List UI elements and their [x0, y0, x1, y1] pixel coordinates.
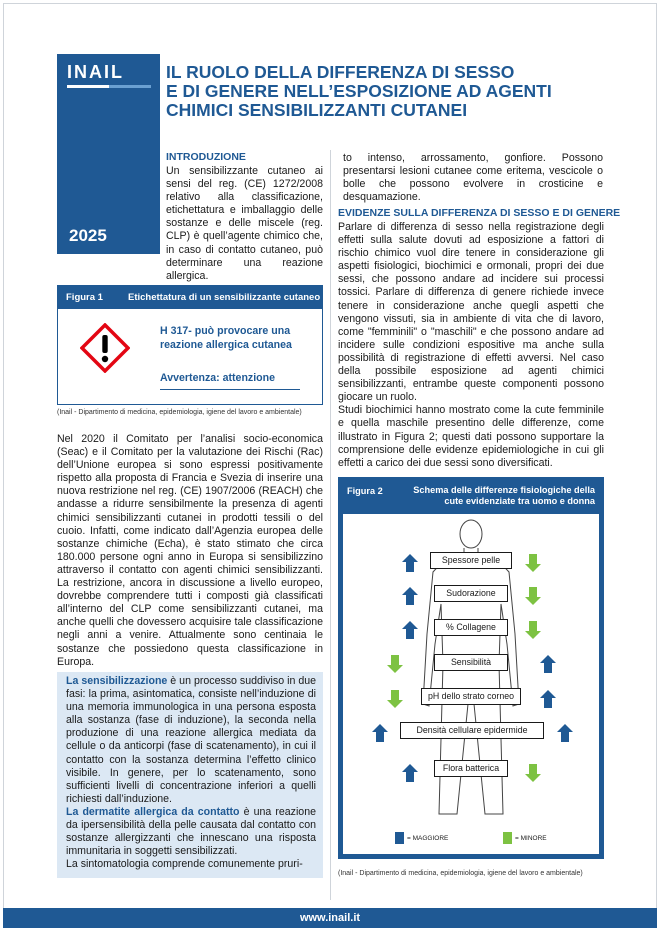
- figure-2-diagram: [343, 514, 599, 854]
- label-densita-cellulare: Densità cellulare epidermide: [400, 722, 544, 739]
- logo-underline: [67, 85, 151, 88]
- evidence-heading: EVIDENZE SULLA DIFFERENZA DI SESSO E DI GENERE: [338, 207, 621, 219]
- figure-1-header: [58, 286, 322, 309]
- figure-1-label: Figura 1: [66, 292, 103, 303]
- page-title: IL RUOLO DELLA DIFFERENZA DI SESSO E DI GENERE NELL’ESPOSIZIONE AD AGENTI CHIMICI SENSIBILIZZANTI CUTANEI: [166, 62, 552, 120]
- figure-1-source: (Inail - Dipartimento di medicina, epidemiologia, igiene del lavoro e ambientale): [57, 409, 302, 416]
- arrow-up-icon: [557, 724, 573, 742]
- legend-less: = MINORE: [515, 835, 547, 842]
- label-ph-strato-corneo: pH dello strato corneo: [421, 688, 521, 705]
- intro-text-wrap: [166, 165, 323, 283]
- intro-text: Un sensibilizzante cutaneo ai sensi del reg. (CE) 1272/2008 relativo alla classificazione, etichettatura e imballaggio delle sostanze e delle miscele (reg. CLP) è quell’agente chimico che, in caso di contatto cutaneo, può determinare una reazione allergica.: [166, 165, 323, 282]
- brand-panel: [57, 54, 160, 254]
- evidence-text: Parlare di differenza di sesso nella registrazione degli effetti sulla salute dovuti ad esposizione a fattori di rischio chimico vuol dire tenere in considerazione gli aspetti fisiologici, biochimici e ormonali, propri dei due sessi, che possono andare ad incidere sui processi tossici. Parlare di differenza di genere richiede invece tenere in considerazione anche quegli aspetti che vengono vissuti, sia in ambiente di vita che di lavoro, come "femminili" o "maschili" e che possono andare ad incidere sulle condizioni espositive ma anche sulla possibilità di registrazione di effetti avversi. Nel caso della possibile esposizione ad agenti chimici sensibilizzanti, entrambe queste componenti possono giocare un ruolo. Studi biochimici hanno mostrato come la cute femminile e quella maschile presentino delle differenze, come illustrato in Figura 2; questi dati possono supportare la comprensione delle evidenze epidemiologiche in cui gli effetti a carico dei due sessi sono diversificati.: [338, 221, 604, 469]
- arrow-down-icon: [387, 690, 403, 708]
- arrow-up-icon: [540, 690, 556, 708]
- arrow-up-icon: [540, 655, 556, 673]
- arrow-down-icon: [525, 621, 541, 639]
- right-top-text: to intenso, arrossamento, gonfiore. Possono presentarsi lesioni cutanee come eritema, vescicole o bolle che possono evolvere in crosticine e desquamazione.: [343, 152, 603, 204]
- arrow-up-icon: [402, 764, 418, 782]
- arrow-down-icon: [525, 587, 541, 605]
- arrow-down-icon: [525, 764, 541, 782]
- label-sudorazione: Sudorazione: [434, 585, 508, 602]
- figure-2-source: (Inail - Dipartimento di medicina, epidemiologia, igiene del lavoro e ambientale): [338, 870, 583, 877]
- legend-less-icon: [503, 832, 512, 844]
- left-body-text: Nel 2020 il Comitato per l’analisi socio-economica (Seac) e il Comitato per la valutazione dei Rischi (Rac) dell’Unione europea si sono espressi positivamente rispetto alla proposta di Francia e Svezia di inserire una nuova restrizione nel reg. (CE) 1907/2006 (REACH) che andasse a ridurre sensibilmente la presenza di agenti chimici sensibilizzanti cutanei in prodotti tessili o del cuoio. Infatti, come indicato dall’Agenzia europea delle sostanze chimiche (Echa), è stato stimato che circa 180.000 persone ogni anno in Europa si sensibilizzino attraverso il contatto con agenti chimici sensibilizzanti. La restrizione, ancora in discussione a livello europeo, dovrebbe comprendere tutti i composti già classificati all’interno del CLP come sensibilizzanti cutanei, ma anche quelli che dovessero acquisire tale classificazione negli anni a venire. Attualmente sono centinaia le sostanze che possiedono questa classificazione in Europa.: [57, 433, 323, 668]
- arrow-down-icon: [525, 554, 541, 572]
- figure-1: [57, 285, 323, 405]
- arrow-up-icon: [372, 724, 388, 742]
- figure-1-title: Etichettatura di un sensibilizzante cutaneo: [128, 292, 321, 303]
- footer-url[interactable]: www.inail.it: [3, 908, 657, 928]
- warning-underline: [160, 389, 300, 390]
- inail-logo: INAIL: [67, 62, 124, 82]
- intro-heading: INTRODUZIONE: [166, 151, 246, 163]
- label-sensibilita: Sensibilità: [434, 654, 508, 671]
- label-collagene: % Collagene: [434, 619, 508, 636]
- label-flora-batterica: Flora batterica: [434, 760, 508, 777]
- warning-word: Avvertenza: attenzione: [160, 372, 275, 384]
- arrow-up-icon: [402, 587, 418, 605]
- column-divider: [330, 150, 331, 900]
- term-sensibilizzazione: La sensibilizzazione: [66, 675, 168, 687]
- arrow-up-icon: [402, 621, 418, 639]
- figure-2: [338, 477, 604, 859]
- arrow-down-icon: [387, 655, 403, 673]
- label-spessore-pelle: Spessore pelle: [430, 552, 512, 569]
- figure-2-title: Schema delle differenze fisiologiche della cute evidenziate tra uomo e donna: [413, 485, 595, 506]
- hazard-statement: H 317- può provocare una reazione allergica cutanea: [160, 325, 292, 351]
- legend-more: = MAGGIORE: [407, 835, 449, 842]
- arrow-up-icon: [402, 554, 418, 572]
- legend-more-icon: [395, 832, 404, 844]
- year: 2025: [69, 226, 107, 245]
- figure-2-label: Figura 2: [347, 486, 383, 496]
- ghs-exclamation-icon: [80, 323, 130, 373]
- definition-text: La sensibilizzazione è un processo suddiviso in due fasi: la prima, asintomatica, consiste nell’induzione di una memoria immunologica in una persona esposta alla sostanza (fase di induzione), la seconda nella produzione di una reazione allergica mediata da cellule o da anticorpi (fase di scatenamento), in cui il contatto con la sostanza determina l’effetto clinico visibile. In genere, per lo scatenamento, sono sufficienti livelli di concentrazione inferiori a quelli richiesti dall’induzione. La dermatite allergica da contatto è una reazione da ipersensibilità della pelle causata dal contatto con sostanze allergizzanti che innescano una risposta immunitaria in soggetti sensibilizzati. La sintomatologia comprende comunemente pruri-: [66, 675, 316, 871]
- term-dermatite: La dermatite allergica da contatto: [66, 805, 240, 818]
